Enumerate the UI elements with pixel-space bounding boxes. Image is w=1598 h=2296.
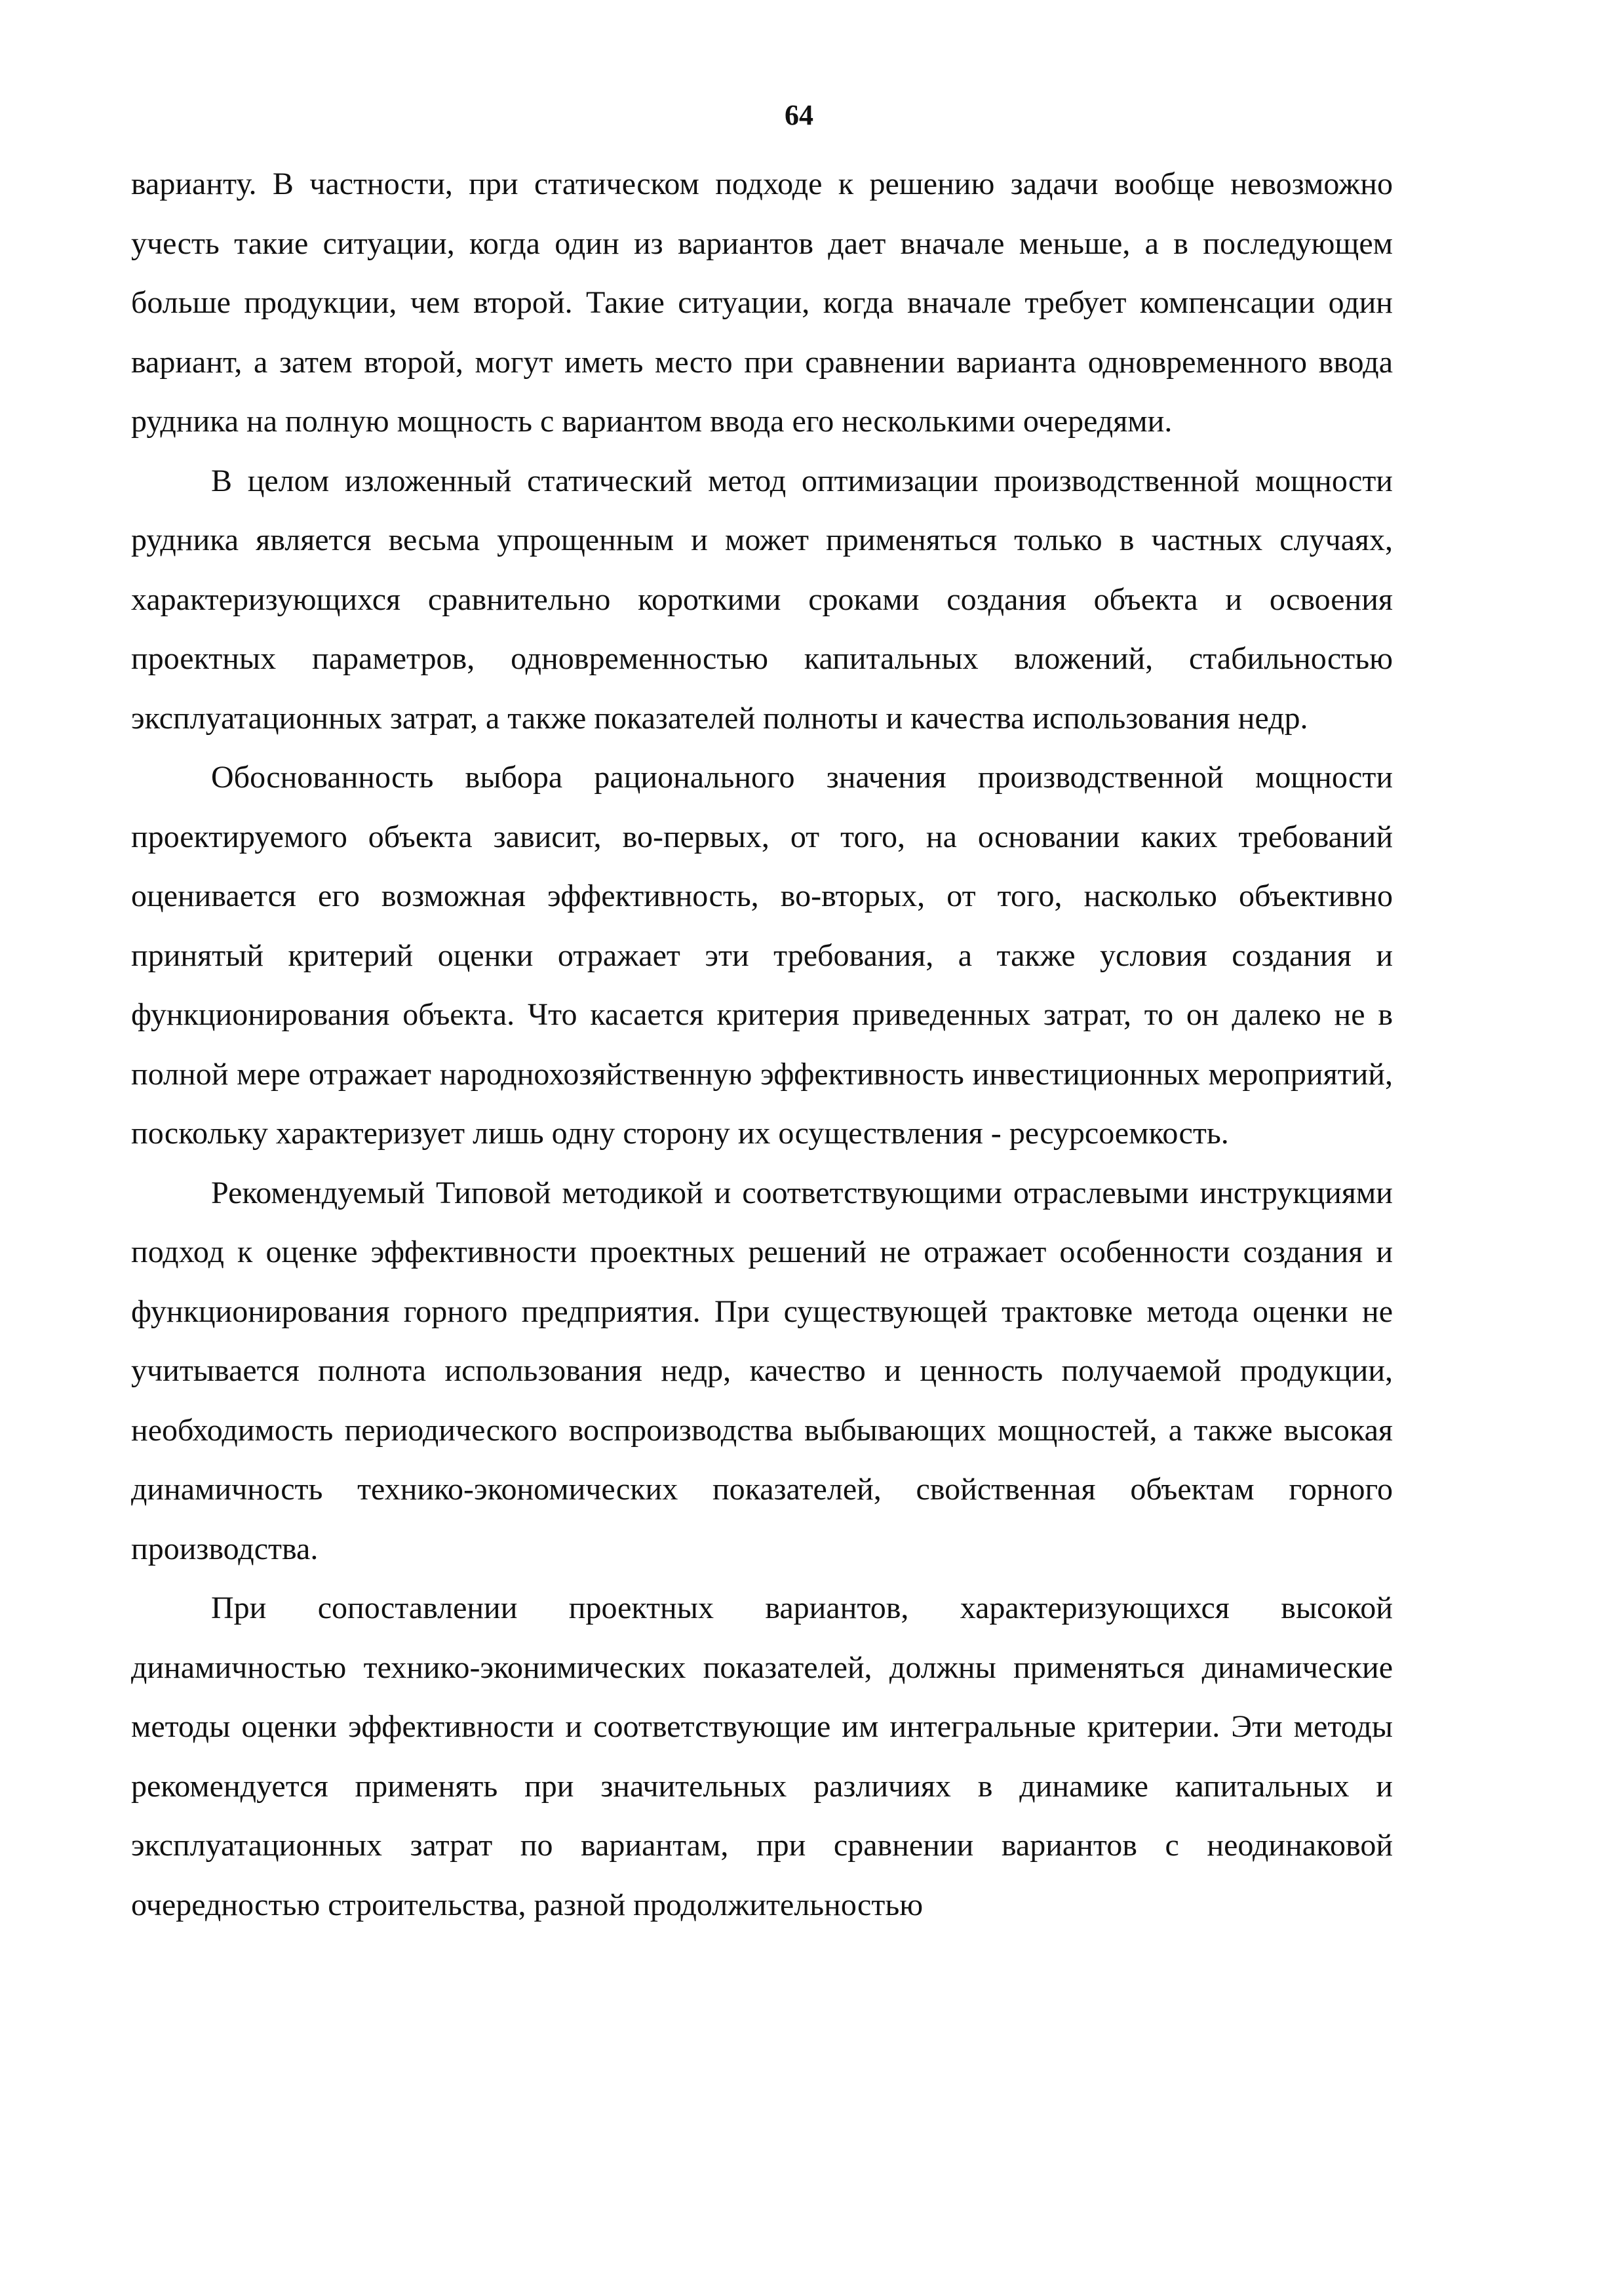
paragraph-static-method: В целом изложенный статический метод оптимизации производственной мощности рудника является весьма упрощенным и может применяться только в частных случаях, характеризующихся сравнительно короткими сроками создания объекта и освоения проектных параметров, одновременностью капитальных вложений, стабильностью эксплуатационных затрат, а также показателей полноты и качества использования недр.: [131, 463, 1393, 736]
paragraph-continuation: варианту. В частности, при статическом подходе к решению задачи вообще невозможно учесть такие ситуации, когда один из вариантов дает вначале меньше, а в последующем больше продукции, чем второй. Такие ситуации, когда вначале требует компенсации один вариант, а затем второй, могут иметь место при сравнении варианта одновременного ввода рудника на полную мощность с вариантом ввода его несколькими очередями.: [131, 167, 1393, 439]
paragraph-capacity-justification: Обоснованность выбора рационального значения производственной мощности проектируемого объекта зависит, во-первых, от того, на основании каких требований оценивается его возможная эффективность, во-вторых, от того, насколько объективно принятый критерий оценки отражает эти требования, а также условия создания и функционирования объекта. Что касается критерия приведенных затрат, то он далеко не в полной мере отражает народнохозяйственную эффективность инвестиционных мероприятий, поскольку характеризует лишь одну сторону их осуществления - ресурсоемкость.: [131, 760, 1393, 1151]
paragraph-dynamic-methods: При сопоставлении проектных вариантов, характеризующихся высокой динамичностью технико-эконимических показателей, должны применяться динамические методы оценки эффективности и соответствующие им интегральные критерии. Эти методы рекомендуется применять при значительных различиях в динамике капитальных и эксплуатационных затрат по вариантам, при сравнении вариантов с неодинаковой очередностью строительства, разной продолжительностью: [131, 1591, 1393, 1922]
page-number: 64: [785, 99, 813, 131]
document-body: [131, 155, 1393, 1935]
paragraph-typical-methodology: Рекомендуемый Типовой методикой и соответствующими отраслевыми инструкциями подход к оценке эффективности проектных решений не отражает особенности создания и функционирования горного предприятия. При существующей трактовке метода оценки не учитывается полнота использования недр, качество и ценность получаемой продукции, необходимость периодического воспроизводства выбывающих мощностей, а также высокая динамичность технико-экономических показателей, свойственная объектам горного производства.: [131, 1175, 1393, 1566]
